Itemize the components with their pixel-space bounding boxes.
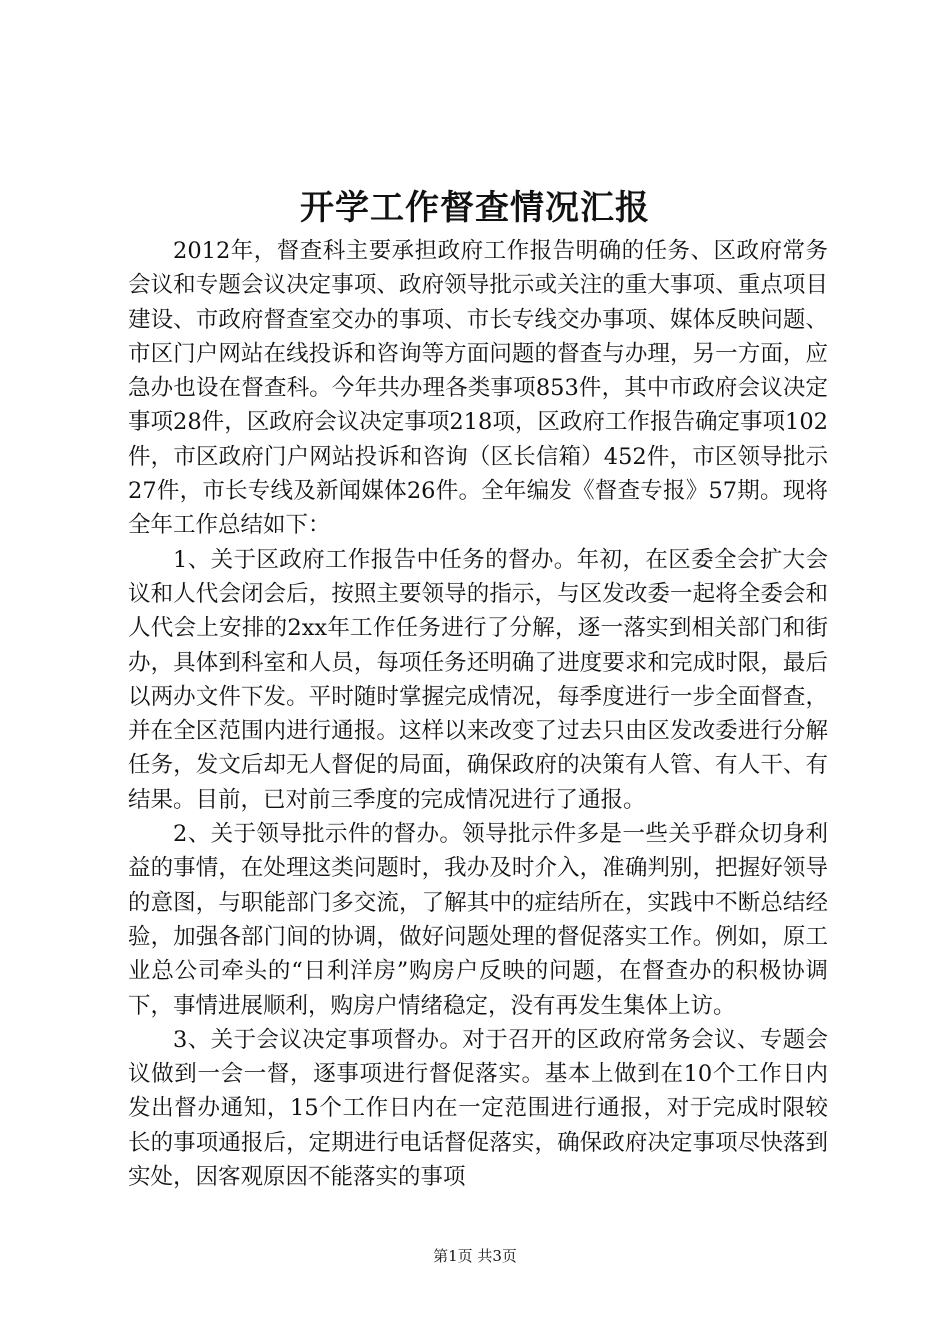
page-footer: 第1页 共3页 [433, 1247, 517, 1265]
paragraph-item-3: 3、关于会议决定事项督办。对于召开的区政府常务会议、专题会议做到一会一督，逐事项进行督促落实。基本上做到在10个工作日内发出督办通知，15个工作日内在一定范围进行通报，对于完成时限较长的事项通报后，定期进行电话督促落实，确保政府决定事项尽快落到实处，因客观原因不能落实的事项 [128, 1026, 828, 1191]
document-body [128, 234, 828, 1194]
paragraph-item-2: 2、关于领导批示件的督办。领导批示件多是一些关乎群众切身利益的事情，在处理这类问题时，我办及时介入，准确判别，把握好领导的意图，与职能部门多交流，了解其中的症结所在，实践中不断总结经验，加强各部门间的协调，做好问题处理的督促落实工作。例如，原工业总公司牵头的“日利洋房”购房户反映的问题，在督查办的积极协调下，事情进展顺利，购房户情绪稳定，没有再发生集体上访。 [128, 821, 828, 1019]
paragraph-item-1: 1、关于区政府工作报告中任务的督办。年初，在区委全会扩大会议和人代会闭会后，按照主要领导的指示，与区发改委一起将全委会和人代会上安排的2xx年工作任务进行了分解，逐一落实到相关部门和街办，具体到科室和人员，每项任务还明确了进度要求和完成时限，最后以两办文件下发。平时随时掌握完成情况，每季度进行一步全面督查，并在全区范围内进行通报。这样以来改变了过去只由区发改委进行分解任务，发文后却无人督促的局面，确保政府的决策有人管、有人干、有结果。目前，已对前三季度的完成情况进行了通报。 [128, 546, 828, 813]
document-title: 开学工作督查情况汇报 [300, 188, 650, 228]
paragraph-intro: 2012年，督查科主要承担政府工作报告明确的任务、区政府常务会议和专题会议决定事项、政府领导批示或关注的重大事项、重点项目建设、市政府督查室交办的事项、市长专线交办事项、媒体反映问题、市区门户网站在线投诉和咨询等方面问题的督查与办理，另一方面，应急办也设在督查科。今年共办理各类事项853件，其中市政府会议决定事项28件，区政府会议决定事项218项，区政府工作报告确定事项102件，市区政府门户网站投诉和咨询（区长信箱）452件，市区领导批示27件，市长专线及新闻媒体26件。全年编发《督查专报》57期。现将全年工作总结如下： [128, 238, 828, 539]
